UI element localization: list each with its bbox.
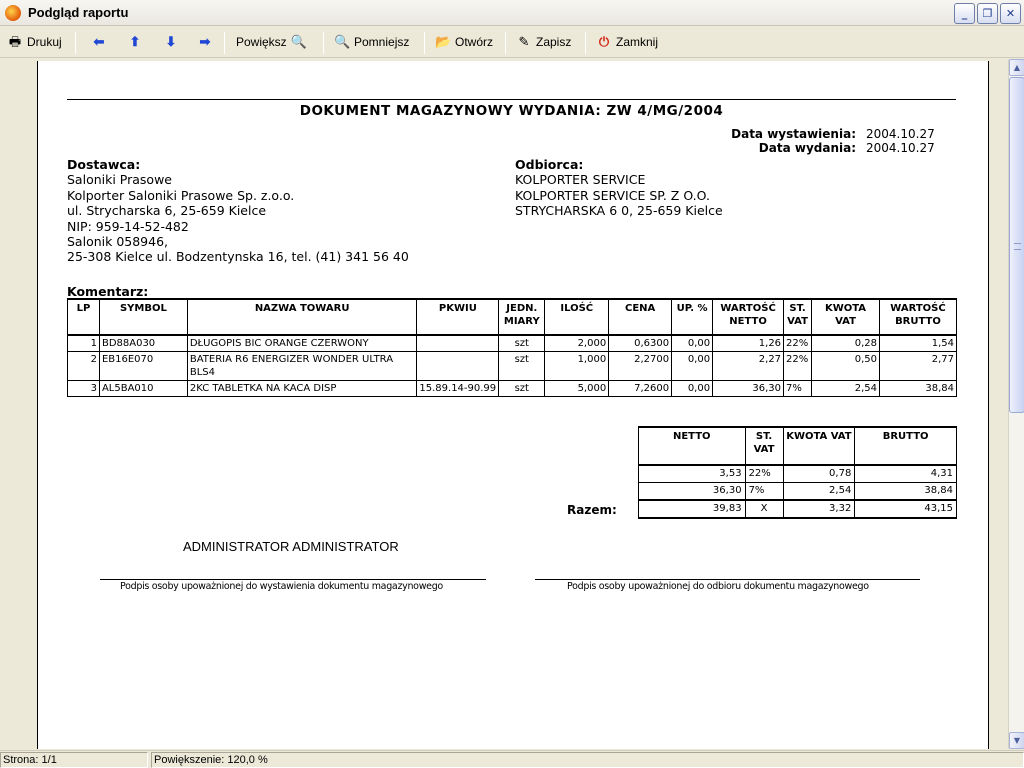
cell-pkwiu [417, 335, 499, 352]
toolbar-separator [424, 32, 425, 54]
supplier-line: 25-308 Kielce ul. Bodzentynska 16, tel. (41) 341 56 40 [67, 249, 409, 265]
column-header: NETTO [639, 427, 746, 465]
cell-symbol: EB16E070 [99, 352, 187, 381]
cell-price: 7,2600 [609, 381, 672, 397]
column-header: BRUTTO [855, 427, 957, 465]
toolbar-separator [505, 32, 506, 54]
issuer-signature-label: Podpis osoby upoważnionej do wystawienia dokumentu magazynowego [120, 581, 443, 592]
cell-net: 3,53 [639, 465, 746, 483]
cell-pkwiu [417, 352, 499, 381]
column-header: NAZWA TOWARU [187, 299, 417, 335]
zoom-in-button-label: Powiększ [236, 35, 287, 49]
cell-gross: 38,84 [879, 381, 956, 397]
cell-lp: 2 [68, 352, 100, 381]
cell-net: 2,27 [713, 352, 784, 381]
receiver-block [515, 157, 935, 219]
cell-quantity: 2,000 [545, 335, 609, 352]
total-net: 39,83 [639, 500, 746, 518]
zoom-out-icon: 🔍 [334, 34, 351, 49]
app-icon [5, 5, 21, 21]
cell-vat-rate: 22% [745, 465, 783, 483]
save-icon: ✎ [518, 34, 530, 49]
arrow-down-icon: ⬇ [165, 34, 177, 49]
cell-unit: szt [499, 335, 545, 352]
cell-discount: 0,00 [672, 352, 713, 381]
close-button[interactable] [593, 31, 661, 53]
table-row [639, 483, 957, 501]
prev-page-button[interactable] [124, 31, 146, 53]
dates-block [598, 127, 938, 155]
cell-name: BATERIA R6 ENERGIZER WONDER ULTRA BLS4 [187, 352, 417, 381]
supplier-label: Dostawca: [67, 157, 141, 172]
first-page-button[interactable] [88, 31, 110, 53]
cell-unit: szt [499, 381, 545, 397]
total-gross: 43,15 [855, 500, 957, 518]
toolbar-separator [323, 32, 324, 54]
cell-gross: 1,54 [879, 335, 956, 352]
status-bar [0, 750, 1024, 768]
cell-name: DŁUGOPIS BIC ORANGE CZERWONY [187, 335, 417, 352]
cell-price: 0,6300 [609, 335, 672, 352]
cell-price: 2,2700 [609, 352, 672, 381]
column-header: ILOŚĆ [545, 299, 609, 335]
open-button-label: Otwórz [455, 35, 494, 49]
release-date-row [598, 141, 938, 155]
print-button[interactable] [4, 31, 65, 53]
issue-date-row [598, 127, 938, 141]
report-viewport[interactable] [0, 59, 1008, 749]
toolbar-separator [224, 32, 225, 54]
cell-quantity: 5,000 [545, 381, 609, 397]
last-page-button[interactable] [194, 31, 216, 53]
column-header: ST. VAT [784, 299, 812, 335]
cell-pkwiu: 15.89.14-90.99 [417, 381, 499, 397]
column-header: WARTOŚĆ NETTO [713, 299, 784, 335]
table-row [639, 465, 957, 483]
cell-gross: 4,31 [855, 465, 957, 483]
issue-date-value: 2004.10.27 [866, 127, 935, 141]
supplier-line: Kolporter Saloniki Prasowe Sp. z.o.o. [67, 187, 295, 203]
supplier-line: NIP: 959-14-52-482 [67, 218, 189, 234]
window-title: Podgląd raportu [28, 5, 129, 20]
cell-vat-amount: 0,78 [783, 465, 855, 483]
close-button-label: Zamknij [616, 35, 659, 49]
table-row [68, 335, 957, 352]
column-header: CENA [609, 299, 672, 335]
column-header: PKWIU [417, 299, 499, 335]
zoom-out-button-label: Pomniejsz [354, 35, 410, 49]
receiver-line: KOLPORTER SERVICE [515, 172, 646, 188]
table-row [68, 381, 957, 397]
receiver-line: KOLPORTER SERVICE SP. Z O.O. [515, 187, 710, 203]
cell-discount: 0,00 [672, 335, 713, 352]
receiver-line: STRYCHARSKA 6 0, 25-659 Kielce [515, 203, 723, 219]
supplier-line: Salonik 058946, [67, 234, 169, 250]
arrow-left-icon: ⬅ [93, 34, 105, 49]
comment-label: Komentarz: [67, 284, 149, 299]
next-page-button[interactable] [160, 31, 182, 53]
items-table [67, 298, 957, 397]
column-header: KWOTA VAT [783, 427, 855, 465]
folder-open-icon: 📂 [435, 34, 452, 49]
minimize-button[interactable]: _ [954, 3, 975, 24]
total-label: Razem: [567, 503, 617, 517]
cell-vat-rate: 7% [745, 483, 783, 501]
supplier-block [67, 157, 507, 265]
cell-lp: 3 [68, 381, 100, 397]
vat-summary-table [638, 426, 957, 519]
report-page [37, 61, 989, 749]
column-header: KWOTA VAT [812, 299, 880, 335]
total-vat-rate: X [745, 500, 783, 518]
summary-header-row [639, 427, 957, 465]
scroll-up-button[interactable]: ▲ [1009, 59, 1024, 76]
toolbar [0, 27, 1024, 58]
items-header-row [68, 299, 957, 335]
cell-vat-amount: 2,54 [812, 381, 880, 397]
print-button-label: Drukuj [27, 35, 62, 49]
table-row [68, 352, 957, 381]
supplier-line: ul. Strycharska 6, 25-659 Kielce [67, 203, 267, 219]
cell-vat-amount: 0,28 [812, 335, 880, 352]
cell-net: 36,30 [639, 483, 746, 501]
zoom-indicator: Powiększenie: 120,0 % [151, 752, 1024, 768]
toolbar-separator [75, 32, 76, 54]
cell-gross: 2,77 [879, 352, 956, 381]
save-button[interactable] [513, 31, 574, 53]
cell-net: 36,30 [713, 381, 784, 397]
total-row [639, 500, 957, 518]
cell-net: 1,26 [713, 335, 784, 352]
cell-vat-rate: 7% [784, 381, 812, 397]
zoom-in-icon: 🔍 [290, 34, 307, 49]
close-window-button[interactable]: ✕ [1000, 3, 1021, 24]
cell-lp: 1 [68, 335, 100, 352]
column-header: JEDN. MIARY [499, 299, 545, 335]
cell-discount: 0,00 [672, 381, 713, 397]
cell-name: 2KC TABLETKA NA KACA DISP [187, 381, 417, 397]
open-button[interactable] [432, 31, 496, 53]
issue-date-label: Data wystawienia: [731, 127, 856, 141]
release-date-value: 2004.10.27 [866, 141, 935, 155]
cell-vat-amount: 0,50 [812, 352, 880, 381]
toolbar-separator [585, 32, 586, 54]
column-header: ST. VAT [745, 427, 783, 465]
total-vat-amount: 3,32 [783, 500, 855, 518]
document-title: DOKUMENT MAGAZYNOWY WYDANIA: ZW 4/MG/2004 [299, 103, 724, 119]
vertical-scrollbar[interactable] [1008, 59, 1024, 749]
column-header: LP [68, 299, 100, 335]
page-indicator: Strona: 1/1 [0, 752, 148, 768]
receiver-signature-label: Podpis osoby upoważnionej do odbioru dokumentu magazynowego [567, 581, 869, 592]
column-header: WARTOŚĆ BRUTTO [879, 299, 956, 335]
column-header: SYMBOL [99, 299, 187, 335]
cell-vat-amount: 2,54 [783, 483, 855, 501]
scrollbar-thumb[interactable] [1009, 77, 1024, 413]
release-date-label: Data wydania: [758, 141, 856, 155]
save-button-label: Zapisz [536, 35, 572, 49]
power-icon: ⏻ [598, 34, 610, 49]
cell-symbol: AL5BA010 [99, 381, 187, 397]
top-rule [67, 99, 956, 100]
title-bar [0, 0, 1024, 26]
supplier-line: Saloniki Prasowe [67, 172, 172, 188]
printer-icon: 🖶 [8, 34, 22, 49]
cell-quantity: 1,000 [545, 352, 609, 381]
grip-icon [1014, 243, 1021, 250]
cell-vat-rate: 22% [784, 352, 812, 381]
zoom-out-button[interactable] [331, 31, 412, 53]
maximize-button[interactable]: ❐ [977, 3, 998, 24]
receiver-signature-line [535, 579, 920, 580]
cell-gross: 38,84 [855, 483, 957, 501]
receiver-label: Odbiorca: [515, 157, 584, 172]
issuer-signature-line [100, 579, 486, 580]
cell-symbol: BD88A030 [99, 335, 187, 352]
column-header: UP. % [672, 299, 713, 335]
arrow-right-icon: ➡ [199, 34, 211, 49]
cell-unit: szt [499, 352, 545, 381]
issuer-name: ADMINISTRATOR ADMINISTRATOR [183, 539, 399, 554]
scroll-down-button[interactable]: ▼ [1009, 732, 1024, 749]
zoom-in-button[interactable] [233, 31, 310, 53]
cell-vat-rate: 22% [784, 335, 812, 352]
arrow-up-icon: ⬆ [129, 34, 141, 49]
